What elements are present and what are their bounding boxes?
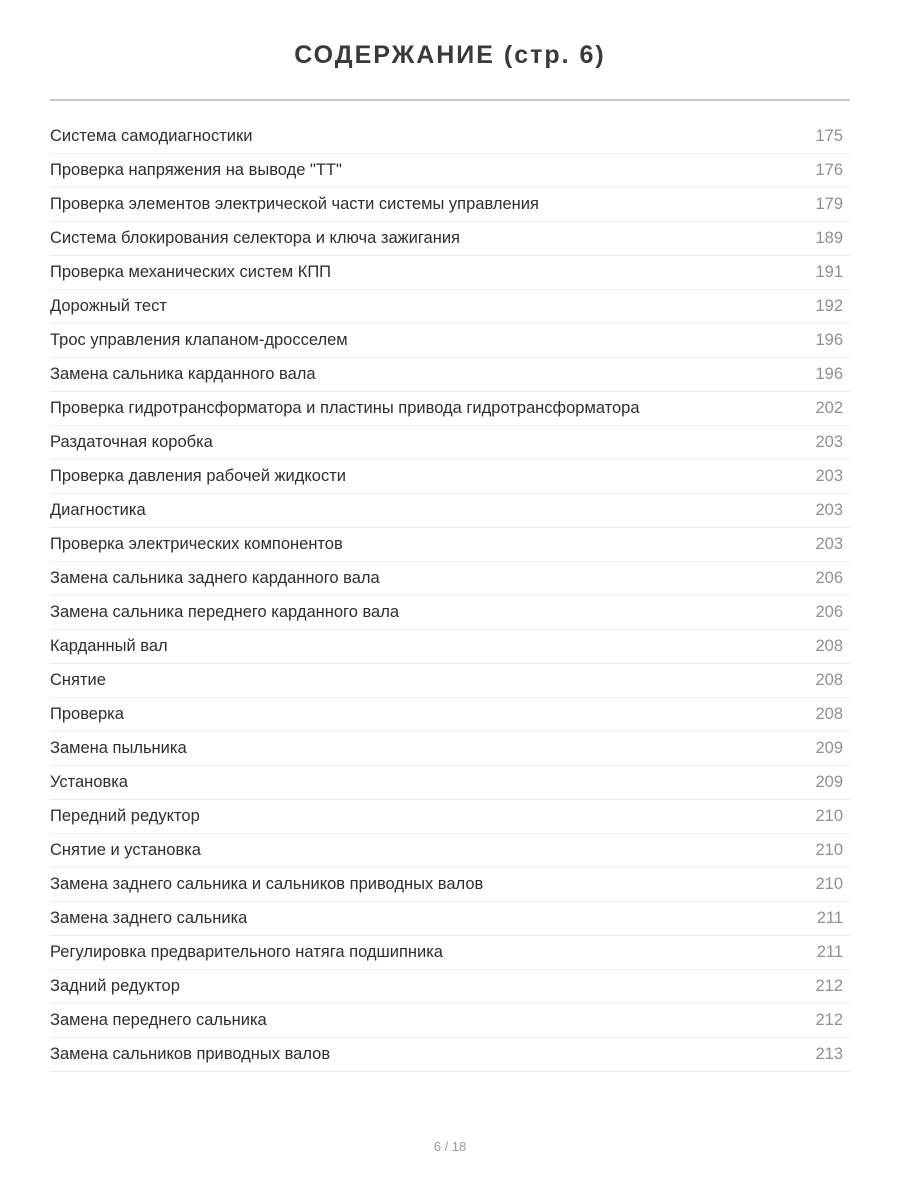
toc-entry-title: Проверка элементов электрической части системы управления xyxy=(50,195,539,213)
toc-entry-page: 203 xyxy=(815,467,843,485)
toc-entry-title: Карданный вал xyxy=(50,637,168,655)
toc-entry-page: 211 xyxy=(816,943,843,961)
toc-entry-title: Проверка гидротрансформатора и пластины привода гидротрансформатора xyxy=(50,399,640,417)
toc-row xyxy=(50,698,850,732)
toc-row xyxy=(50,256,850,290)
toc-entry-title: Трос управления клапаном-дросселем xyxy=(50,331,348,349)
toc-entry-page: 203 xyxy=(815,501,843,519)
toc-entry-title: Проверка давления рабочей жидкости xyxy=(50,467,347,485)
toc-entry-title: Снятие xyxy=(50,671,106,689)
toc-row xyxy=(50,596,850,630)
toc-entry-title: Замена сальника карданного вала xyxy=(50,365,316,383)
toc-entry-page: 191 xyxy=(815,263,843,281)
toc-row xyxy=(50,1004,850,1038)
toc-entry-title: Замена переднего сальника xyxy=(50,1011,267,1029)
toc-entry-page: 211 xyxy=(816,909,843,927)
toc-row xyxy=(50,188,850,222)
toc-row xyxy=(50,868,850,902)
toc-entry-title: Проверка электрических компонентов xyxy=(50,535,343,553)
toc-entry-title: Задний редуктор xyxy=(50,977,180,995)
toc-entry-page: 208 xyxy=(815,671,843,689)
toc-entry-page: 212 xyxy=(815,977,843,995)
toc-entry-page: 206 xyxy=(815,603,843,621)
toc-row xyxy=(50,800,850,834)
toc-entry-title: Проверка xyxy=(50,705,124,723)
toc-entry-title: Диагностика xyxy=(50,501,146,519)
toc-entry-page: 210 xyxy=(815,875,843,893)
toc-entry-page: 179 xyxy=(815,195,843,213)
toc-entry-page: 203 xyxy=(815,433,843,451)
toc-entry-title: Регулировка предварительного натяга подшипника xyxy=(50,943,443,961)
toc-row xyxy=(50,562,850,596)
toc-row xyxy=(50,970,850,1004)
toc-entry-page: 209 xyxy=(815,739,843,757)
toc-entry-page: 196 xyxy=(815,365,843,383)
page-indicator: 6 / 18 xyxy=(433,1139,467,1154)
toc-entry-page: 213 xyxy=(815,1045,843,1063)
toc-entry-title: Передний редуктор xyxy=(50,807,200,825)
toc-row xyxy=(50,154,850,188)
toc-entry-page: 210 xyxy=(815,841,843,859)
toc-entry-page: 209 xyxy=(815,773,843,791)
toc-row xyxy=(50,358,850,392)
toc-row xyxy=(50,936,850,970)
toc-entry-page: 210 xyxy=(815,807,843,825)
toc-row xyxy=(50,392,850,426)
toc-entry-title: Дорожный тест xyxy=(50,297,167,315)
toc-row xyxy=(50,460,850,494)
toc-entry-page: 175 xyxy=(815,127,843,145)
toc-entry-title: Замена сальника заднего карданного вала xyxy=(50,569,380,587)
title-divider xyxy=(50,99,850,101)
toc-row xyxy=(50,766,850,800)
toc-entry-title: Раздаточная коробка xyxy=(50,433,213,451)
toc-entry-page: 196 xyxy=(815,331,843,349)
toc-row xyxy=(50,120,850,154)
toc-entry-page: 212 xyxy=(815,1011,843,1029)
toc-row xyxy=(50,426,850,460)
toc-row xyxy=(50,290,850,324)
toc-entry-title: Проверка напряжения на выводе "ТТ" xyxy=(50,161,342,179)
page-footer xyxy=(50,1138,850,1156)
toc-row xyxy=(50,324,850,358)
toc-entry-page: 189 xyxy=(815,229,843,247)
toc-entry-page: 203 xyxy=(815,535,843,553)
toc-row xyxy=(50,732,850,766)
toc-row xyxy=(50,834,850,868)
toc-entry-title: Замена пыльника xyxy=(50,739,187,757)
toc-entry-title: Замена заднего сальника xyxy=(50,909,248,927)
toc-row xyxy=(50,528,850,562)
toc-entry-page: 208 xyxy=(815,637,843,655)
toc-entry-page: 192 xyxy=(815,297,843,315)
toc-entry-title: Система самодиагностики xyxy=(50,127,253,145)
toc-header xyxy=(50,0,850,70)
toc-row xyxy=(50,664,850,698)
toc-entry-title: Установка xyxy=(50,773,128,791)
toc-entry-page: 176 xyxy=(815,161,843,179)
toc-entry-title: Проверка механических систем КПП xyxy=(50,263,332,281)
toc-entry-title: Система блокирования селектора и ключа зажигания xyxy=(50,229,460,247)
toc-entry-page: 208 xyxy=(815,705,843,723)
toc-row xyxy=(50,222,850,256)
toc-entry-title: Замена заднего сальника и сальников приводных валов xyxy=(50,875,484,893)
page-title: СОДЕРЖАНИЕ (стр. 6) xyxy=(294,41,606,69)
toc-entry-title: Снятие и установка xyxy=(50,841,201,859)
toc-entry-title: Замена сальников приводных валов xyxy=(50,1045,331,1063)
toc-list xyxy=(50,120,850,1072)
toc-row xyxy=(50,494,850,528)
toc-entry-page: 202 xyxy=(815,399,843,417)
toc-row xyxy=(50,902,850,936)
toc-row xyxy=(50,630,850,664)
toc-entry-title: Замена сальника переднего карданного вала xyxy=(50,603,400,621)
toc-row xyxy=(50,1038,850,1072)
toc-entry-page: 206 xyxy=(815,569,843,587)
